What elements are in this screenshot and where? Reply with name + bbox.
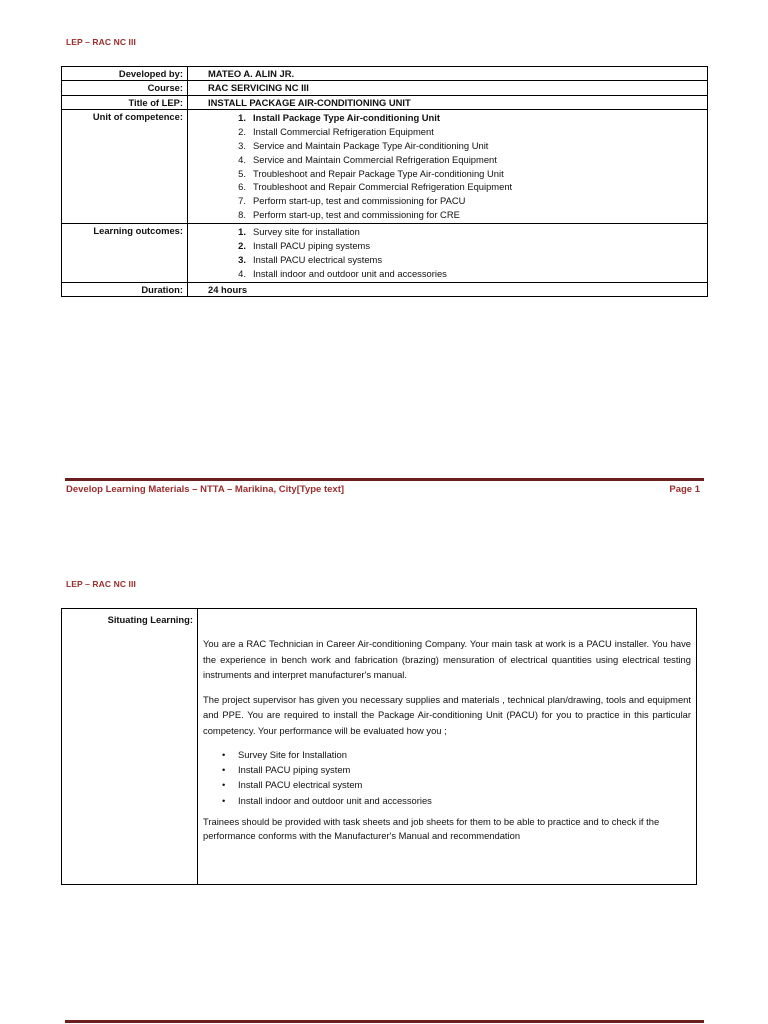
unit-of-competence-label: Unit of competence: — [62, 109, 188, 223]
evaluation-list — [203, 747, 691, 809]
footer-rule — [65, 478, 704, 481]
situating-learning-label: Situating Learning: — [107, 614, 193, 625]
footer-text: Develop Learning Materials – NTTA – Marikina, City[Type text] — [66, 484, 345, 495]
row-duration — [62, 282, 708, 296]
paragraph: You are a RAC Technician in Career Air-conditioning Company. Your main task at work is a PACU installer. You have the experience in bench work and fabrication (brazing) mensuration of electrical quantities using electrical testing instruments and interpret manufacturer's manual. — [203, 638, 691, 681]
list-item: 2. Install Commercial Refrigeration Equipment — [238, 125, 434, 137]
bullet-icon: • — [222, 748, 226, 760]
title-value: INSTALL PACKAGE AIR-CONDITIONING UNIT — [188, 95, 708, 109]
list-item: 1. Survey site for installation — [238, 226, 360, 238]
developed-by-label: Developed by: — [62, 67, 188, 81]
bullet-icon: • — [222, 794, 226, 806]
list-item: 2. Install PACU piping systems — [238, 240, 371, 252]
row-developed-by — [62, 67, 708, 81]
learning-outcomes-label: Learning outcomes: — [62, 224, 188, 283]
footer-rule — [65, 1020, 704, 1023]
bullet-icon: • — [222, 763, 226, 775]
page-header: LEP – RAC NC III — [66, 579, 136, 589]
list-item: • Install indoor and outdoor unit and accessories — [203, 793, 691, 808]
page-footer — [66, 484, 700, 495]
page-header: LEP – RAC NC III — [66, 37, 136, 47]
course-value: RAC SERVICING NC III — [188, 81, 708, 95]
situating-learning-table — [61, 608, 697, 885]
course-label: Course: — [62, 81, 188, 95]
list-item: • Survey Site for Installation — [203, 747, 691, 762]
lep-info-table — [61, 66, 708, 297]
list-item: 3. Install PACU electrical systems — [238, 253, 383, 265]
list-item: • Install PACU piping system — [203, 762, 691, 777]
list-item: 4. Install indoor and outdoor unit and accessories — [238, 267, 447, 279]
duration-label: Duration: — [62, 282, 188, 296]
outcomes-list — [198, 225, 703, 281]
list-item: 7. Perform start-up, test and commissioning for PACU — [238, 195, 466, 207]
list-item: 3. Service and Maintain Package Type Air-conditioning Unit — [238, 139, 489, 151]
row-title — [62, 95, 708, 109]
row-course — [62, 81, 708, 95]
paragraph: The project supervisor has given you necessary supplies and materials , technical plan/drawing, tools and equipment and PPE. You are required to install the Package Air-conditioning Unit (PACU) for you to practice in this particular competency. Your performance will be evaluated how you ; — [203, 693, 691, 736]
competence-list — [198, 111, 703, 222]
duration-value: 24 hours — [188, 282, 708, 296]
title-label: Title of LEP: — [62, 95, 188, 109]
list-item: 6. Troubleshoot and Repair Commercial Refrigeration Equipment — [238, 181, 513, 193]
page-number: Page 1 — [669, 484, 700, 495]
list-item: 4. Service and Maintain Commercial Refrigeration Equipment — [238, 153, 497, 165]
situating-learning-content — [203, 609, 691, 842]
list-item: 1. Install Package Type Air-conditioning Unit — [238, 111, 440, 123]
list-item: • Install PACU electrical system — [203, 777, 691, 792]
list-item: 5. Troubleshoot and Repair Package Type Air-conditioning Unit — [238, 167, 504, 179]
row-learning-outcomes — [62, 224, 708, 283]
list-item: 8. Perform start-up, test and commissioning for CRE — [238, 209, 460, 221]
bullet-icon: • — [222, 779, 226, 791]
paragraph: Trainees should be provided with task sheets and job sheets for them to be able to practice and to check if the performance conforms with the Manufacturer's Manual and recommendation — [203, 816, 660, 841]
row-unit-of-competence — [62, 109, 708, 223]
developed-by-value: MATEO A. ALIN JR. — [188, 67, 708, 81]
